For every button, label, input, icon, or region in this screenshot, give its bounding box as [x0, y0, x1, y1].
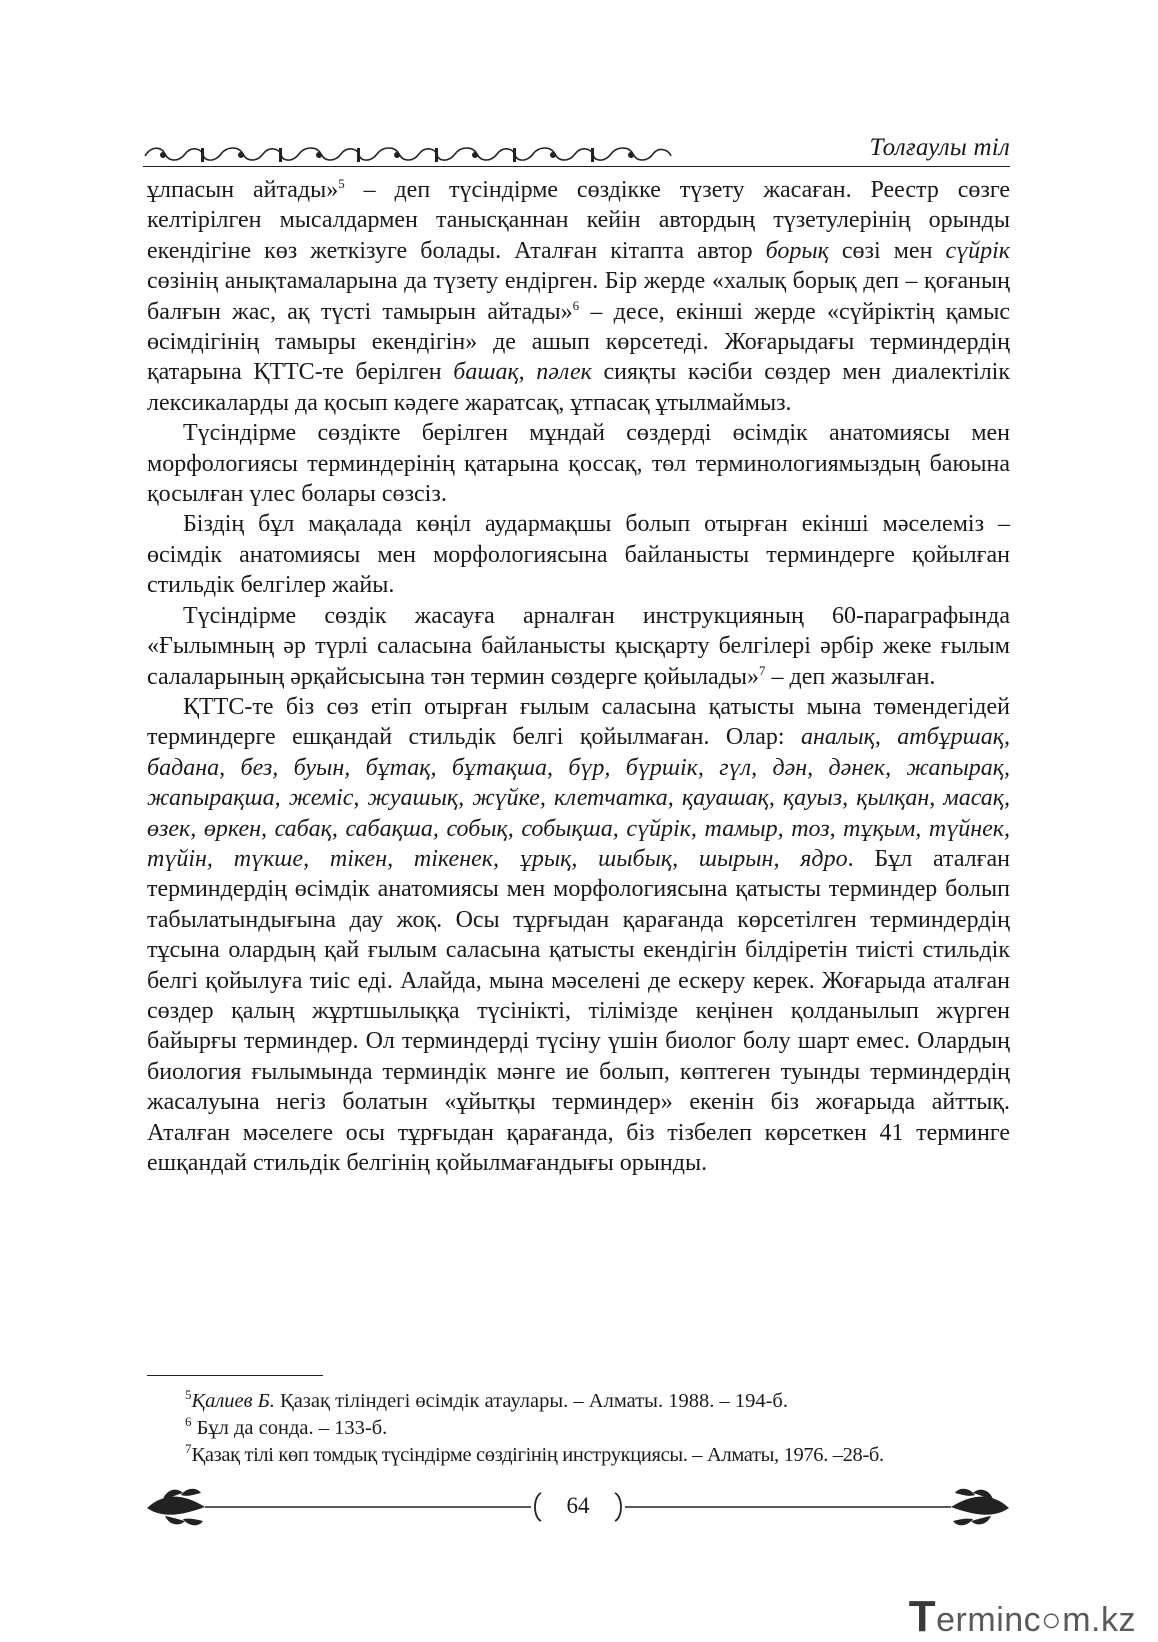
paragraph-1: ұлпасын айтады»$^5$ – деп түсіндірме сөздікке түзету жасаған. Реестр сөзге келтірілген мысалдармен танысқаннан кейін автордың түзетулерінің орынды екендігіне көз жеткізуге болады. Аталған кітапта автор борық сөзі мен сүйрік сөзінің анықтамаларына да түзету ендірген. Бір жерде «халық борық деп – қоғаның балғын жас, ақ түсті тамырын айтады»$^6$ – десе, екінші жерде «сүйріктің қамыс өсімдігінің тамыры екендігін» де ашып көрсетеді. Жоғарыдағы терминдердің қатарына ҚТТС-те берілген башақ, пәлек сияқты кәсіби сөздер мен диалектілік лексикаларды да қосып кәдеге жаратсақ, ұтпасақ ұтылмаймыз.	[147, 176, 1011, 416]
paragraph-3: Біздің бұл мақалада көңіл аудармақшы болып отырған екінші мәселеміз – өсімдік анатомиясы мен морфологиясына байланысты терминдерге қойылған стильдік белгілер жайы.	[147, 511, 1010, 599]
footnote-rule	[147, 1375, 323, 1376]
paragraph-2: Түсіндірме сөздікте берілген мұндай сөздерді өсімдік анатомиясы мен морфологиясы терминдерінің қатарына қоссақ, төл терминологиямыздың баюына қосылған үлес болары сөзсіз.	[147, 420, 1010, 508]
header-rule	[143, 166, 1010, 167]
paragraph-5: ҚТТС-те біз сөз етіп отырған ғылым саласына қатысты мына төмендегідей терминдерге ешқандай стильдік белгі қойылмаған. Олар: аналық, атбұршақ, бадана, без, буын, бұтақ, бұтақша, бүр, бүршік, гүл, дән, дәнек, жапырақ, жапырақша, жеміс, жуашық, жүйке, клетчатка, қауашақ, қауыз, қылқан, масақ, өзек, өркен, сабақ, сабақша, собық, собықша, сүйрік, тамыр, тоз, тұқым, түйнек, түйін, түкше, тікен, тікенек, ұрық, шыбық, шырын, ядро. Бұл аталған терминдердің өсімдік анатомиясы мен морфологиясына қатысты терминдер болып табылатындығына дау жоқ. Осы тұрғыдан қарағанда көрсетілген терминдердің тұсына олардың қай ғылым саласына қатысты екендігін білдіретін тиісті стильдік белгі қойылуға тиіс еді. Алайда, мына мәселені де ескеру керек. Жоғарыда аталған сөздер қалың жұртшылыққа түсінікті, тілімізде кеңінен қолданылып жүрген байырғы терминдер. Ол терминдерді түсіну үшін биолог болу шарт емес. Олардың биология ғылымында терминдік мәнге ие болып, көптеген туынды терминдердің жасалуына негіз болатын «ұйытқы терминдер» екенін біз жоғарыда айттық. Аталған мәселеге осы тұрғыдан қарағанда, біз тізбелеп көрсеткен 41 терминге ешқандай стильдік белгінің қойылмағандығы орынды.	[147, 693, 1011, 1176]
footnote-7: $^7$Қазақ тілі көп томдық түсіндірме сөздігінің инструкциясы. – Алматы, 1976. –28-б.	[185, 1441, 884, 1466]
term-borik: борық	[765, 237, 829, 264]
paragraph-4: Түсіндірме сөздік жасауға арналған инструкцияның 60-параграфында «Ғылымның әр түрлі саласына байланысты қысқарту белгілері әрбір жеке ғылым салаларының әрқайсысына тән термин сөздерге қойылады»$^7$ – деп жазылған.	[147, 602, 1010, 690]
site-watermark: Terminc○m.kz	[908, 1592, 1136, 1641]
term-suirik: сүйрік	[945, 237, 1010, 264]
footer-right-leaf-sprig-icon	[951, 1489, 1009, 1526]
page-number: 64	[566, 1493, 590, 1518]
footer-left-leaf-sprig-icon	[147, 1489, 205, 1526]
page-footer	[143, 1485, 1013, 1531]
footnotes	[147, 1388, 1027, 1469]
term-bashak-palek: башақ, пәлек	[453, 359, 592, 386]
running-header-title: Толғаулы тіл	[869, 134, 1010, 161]
footnote-6: $^6$ Бұл да сонда. – 133-б.	[185, 1414, 388, 1439]
page-body	[147, 175, 1010, 1178]
footnote-ref-6: 6	[572, 297, 580, 313]
footnote-5: $^5$Қалиев Б. Қазақ тіліндегі өсімдік атаулары. – Алматы. 1988. – 194-б.	[185, 1387, 788, 1412]
footnote-ref-7: 7	[759, 662, 766, 678]
footnote-ref-5: 5	[338, 176, 345, 191]
term-list: аналық, атбұршақ, бадана, без, буын, бұтақ, бұтақша, бүр, бүршік, гүл, дән, дәнек, жапырақ, жапырақша, жеміс, жуашық, жүйке, клетчатка, қауашақ, қауыз, қылқан, масақ, өзек, өркен, сабақ, сабақша, собық, собықша, сүйрік, тамыр, тоз, тұқым, түйнек, түйін, түкше, тікен, тікенек, ұрық, шыбық, шырын, ядро	[147, 724, 1010, 872]
